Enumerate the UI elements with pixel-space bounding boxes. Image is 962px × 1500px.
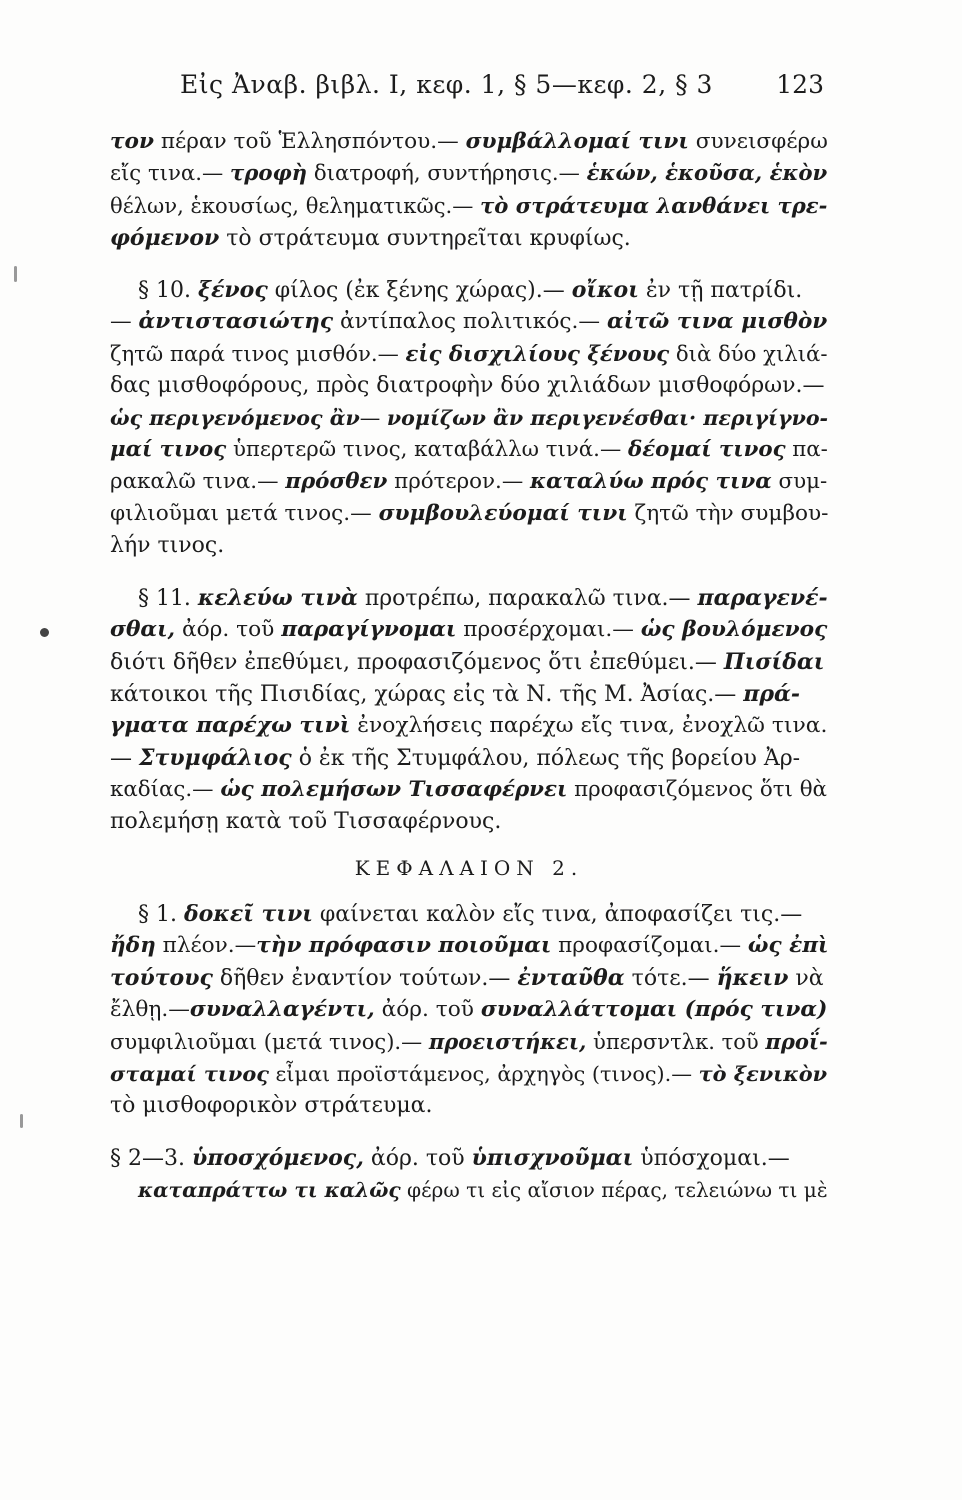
lemma-term: προειστήκει, (428, 1029, 587, 1054)
text-line (110, 678, 828, 710)
text-line (110, 222, 828, 254)
lemma-term: αἰτῶ τινα μισθὸν (606, 309, 828, 334)
gloss-text: ἀόρ. τοῦ (175, 617, 282, 642)
lemma-term: συναλλάττομαι (πρός τινα) (480, 997, 828, 1022)
lemma-term: καταλύω πρός τινα (530, 469, 772, 494)
gloss-text: πολεμήσῃ κατὰ τοῦ Τισσαφέρνους. (110, 809, 502, 834)
margin-speck (20, 1114, 23, 1128)
text-line (110, 710, 828, 742)
lemma-term: Πισίδαι (723, 649, 825, 675)
gloss-text: ὑπόσχομαι.— (633, 1146, 790, 1171)
running-header (110, 70, 824, 110)
commentary-text (110, 126, 828, 1206)
gloss-text: ἐνοχλήσεις παρέχω εἴς τινα, ἐνοχλῶ τινα. (350, 713, 828, 738)
gloss-text: διὰ δύο χιλιά- (669, 341, 828, 366)
gloss-text: πρότερον.— (387, 469, 531, 494)
lemma-term: οἴκοι (571, 277, 639, 303)
gloss-text: εἶμαι προϊστάμενος, ἀρχηγὸς (τινος).— (268, 1062, 699, 1086)
lemma-term: νομίζων ἂν περιγενέσθαι· περιγίγνο- (386, 406, 829, 430)
lemma-term: τὸ ξενικὸν (698, 1061, 828, 1086)
gloss-text: τὸ στράτευμα συντηρεῖται κρυφίως. (219, 226, 631, 251)
text-line (110, 402, 828, 434)
paragraph-gap (110, 1122, 828, 1142)
gloss-text: κάτοικοι τῆς Πισιδίας, χώρας εἰς τὰ Ν. τῆς Μ. Ἀσίας.— (110, 682, 744, 707)
margin-speck (14, 266, 17, 282)
gloss-text: τότε.— (624, 966, 717, 991)
gloss-text: νὰ (788, 966, 824, 991)
text-line (110, 774, 828, 806)
lemma-term: εἰς δισχιλίους ξένους (405, 341, 670, 366)
lemma-term: ἐνταῦθα (517, 965, 625, 991)
gloss-text: — (110, 309, 139, 334)
lemma-term: τούτους (110, 965, 213, 991)
gloss-text: συνεισφέρω (688, 129, 828, 154)
gloss-text: δῆθεν ἐναντίον τούτων.— (212, 966, 518, 991)
text-line (110, 646, 828, 678)
lemma-term: κελεύω τινὰ (197, 585, 358, 611)
lemma-term: σταμαί τινος (110, 1061, 269, 1086)
lemma-term: Στυμφάλιος (139, 745, 292, 771)
lemma-term: γματα παρέχω τινὶ (110, 713, 351, 738)
text-line (110, 742, 828, 774)
paragraph-gap (110, 254, 828, 274)
text-line (110, 582, 828, 614)
gloss-text: ὑπερτερῶ τινος, καταβάλλω τινά.— (226, 437, 628, 462)
gloss-text: ζητῶ τὴν συμβου- (627, 501, 829, 526)
gloss-text: εἴς τινα.— (110, 161, 230, 186)
gloss-text: πα- (785, 437, 828, 462)
text-line (110, 898, 828, 930)
chapter-heading: ΚΕΦΑΛΑΙΟΝ 2. (354, 856, 584, 880)
gloss-text: φαίνεται καλὸν εἴς τινα, ἀποφασίζει τις.— (312, 902, 803, 927)
lemma-term: τον (110, 129, 154, 154)
gloss-text: συμφιλιοῦμαι (μετά τινος).— (110, 1029, 429, 1054)
lemma-term: τροφὴ (229, 161, 308, 186)
text-line (110, 962, 828, 994)
gloss-text: § 11. (138, 586, 198, 611)
gloss-text: προφασίζομαι.— (551, 933, 748, 958)
lemma-term: πρά- (743, 681, 801, 707)
gloss-text: ὑπερσντλκ. τοῦ (586, 1029, 766, 1054)
lemma-term: συμβάλλομαί τινι (465, 129, 689, 154)
gloss-text: ἔλθῃ.— (110, 997, 190, 1022)
gloss-text: ζητῶ παρά τινος μισθόν.— (110, 341, 406, 366)
text-line (110, 434, 828, 466)
lemma-term: ὡς βουλόμενος (640, 617, 828, 642)
gloss-text: φιλιοῦμαι μετά τινος.— (110, 501, 379, 526)
lemma-term: ὡς πολεμήσων Τισσαφέρνει (220, 777, 568, 802)
gloss-text: λήν τινος. (110, 533, 225, 558)
gloss-text: ὁ ἐκ τῆς Στυμφάλου, πόλεως τῆς βορείου Ἀρ- (291, 746, 801, 771)
text-line (110, 1174, 828, 1206)
gloss-text: ρακαλῶ τινα.— (110, 469, 286, 494)
gloss-text: προτρέπω, παρακαλῶ τινα.— (357, 586, 698, 611)
lemma-term: ἤδη (110, 933, 156, 958)
gloss-text: διότι δῆθεν ἐπεθύμει, προφασιζόμενος ὅτι ἐπεθύμει.— (110, 650, 724, 675)
text-line (110, 1142, 828, 1174)
lemma-term: ὑποσχόμενος, (191, 1145, 364, 1171)
lemma-term: ὑπισχνοῦμαι (471, 1145, 634, 1171)
text-line (110, 190, 828, 222)
text-line (110, 498, 828, 530)
gloss-text: διατροφή, συντήρησις.— (307, 161, 587, 186)
lemma-term: σθαι, (110, 617, 176, 642)
gloss-text: — (359, 406, 387, 430)
lemma-term: συμβουλεύομαί τινι (378, 501, 628, 526)
gloss-text: φίλος (ἐκ ξένης χώρας).— (267, 278, 572, 303)
lemma-term: ὡς ἐπὶ (747, 933, 829, 958)
text-line (110, 614, 828, 646)
lemma-term: τὴν πρόφασιν ποιοῦμαι (256, 933, 552, 958)
text-line (110, 806, 828, 838)
gloss-text: φέρω τι εἰς αἴσιον πέρας, τελειώνω τι μὲ (400, 1178, 828, 1202)
gloss-text: § 2—3. (110, 1146, 192, 1171)
text-line (110, 994, 828, 1026)
lemma-term: καταπράττω τι καλῶς (138, 1178, 401, 1202)
gloss-text: § 1. (138, 902, 184, 927)
gloss-text: ἀντίπαλος πολιτικός.— (333, 309, 607, 334)
lemma-term: συναλλαγέντι, (189, 997, 375, 1022)
lemma-term: ξένος (197, 277, 268, 303)
lemma-term: προΐ- (765, 1029, 828, 1054)
lemma-term: παραγενέ- (697, 585, 828, 611)
lemma-term: δέομαί τινος (628, 437, 786, 462)
lemma-term: ἥκειν (716, 965, 789, 991)
running-title: Εἰς Ἀναβ. βιβλ. I, κεφ. 1, § 5—κεφ. 2, § 3 (180, 70, 713, 99)
gloss-text: προσέρχομαι.— (456, 617, 641, 642)
paragraph-gap (110, 562, 828, 582)
text-line (110, 274, 828, 306)
lemma-term: φόμενον (110, 225, 220, 251)
lemma-term: ὡς περιγενόμενος ἂν (110, 406, 360, 430)
page-number: 123 (776, 70, 824, 99)
text-line (110, 530, 828, 562)
gloss-text: τὸ μισθοφορικὸν στράτευμα. (110, 1093, 433, 1118)
gloss-text: πλέον.— (155, 933, 257, 958)
gloss-text: δας μισθοφόρους, πρὸς διατροφὴν δύο χιλιάδων μισθοφόρων.— (110, 373, 825, 398)
text-line (110, 158, 828, 190)
text-line (110, 930, 828, 962)
gloss-text: § 10. (138, 278, 198, 303)
gloss-text: πέραν τοῦ Ἑλλησπόντου.— (153, 129, 466, 154)
text-line (110, 126, 828, 158)
lemma-term: δοκεῖ τινι (183, 901, 313, 927)
lemma-term: μαί τινος (110, 437, 227, 462)
lemma-term: παραγίγνομαι (281, 617, 457, 642)
gloss-text: θέλων, ἑκουσίως, θεληματικῶς.— (110, 193, 481, 218)
text-line (110, 1026, 828, 1058)
text-line (110, 1058, 828, 1090)
gloss-text: συμ- (771, 469, 828, 494)
margin-speck (40, 628, 49, 637)
gloss-text: ἐν τῇ πατρίδι. (638, 278, 803, 303)
text-line (110, 370, 828, 402)
gloss-text: ἀόρ. τοῦ (363, 1146, 472, 1171)
gloss-text: καδίας.— (110, 777, 221, 802)
gloss-text: προφασιζόμενος ὅτι θὰ (567, 777, 827, 802)
lemma-term: ἑκών, ἑκοῦσα, ἑκὸν (586, 161, 828, 186)
gloss-text: ἀόρ. τοῦ (374, 997, 481, 1022)
text-line (110, 466, 828, 498)
lemma-term: πρόσθεν (285, 469, 388, 494)
gloss-text: — (110, 746, 139, 771)
text-line (110, 338, 828, 370)
text-line (110, 306, 828, 338)
text-line (110, 1090, 828, 1122)
lemma-term: τὸ στράτευμα λανθάνει τρε- (480, 193, 828, 218)
lemma-term: ἀντιστασιώτης (138, 309, 334, 334)
